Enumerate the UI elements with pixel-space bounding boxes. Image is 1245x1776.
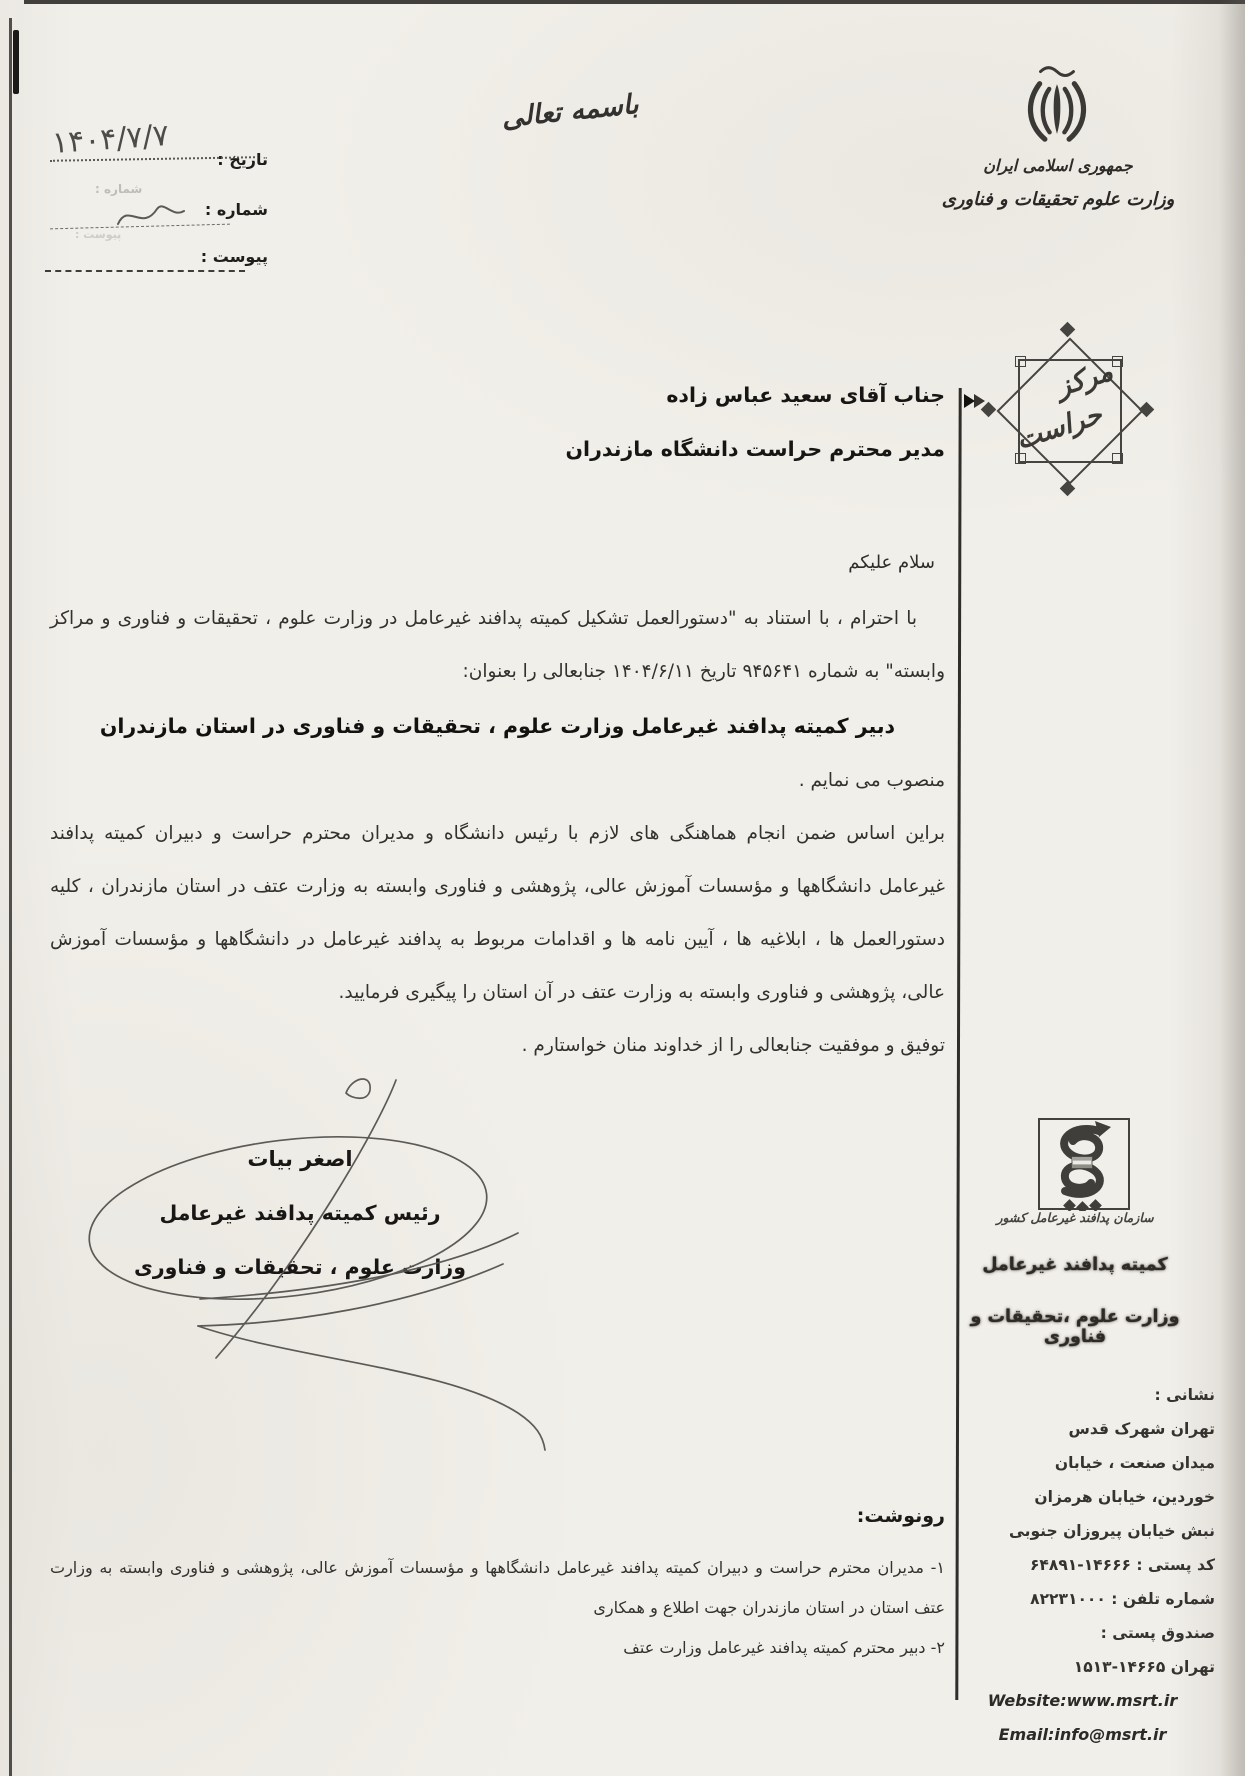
recipient-block [566,368,945,476]
scan-edge-top [24,0,1245,4]
address-line: نبش خیابان پیروزان جنوبی [1008,1522,1215,1540]
cc-item-2: ۲- دبیر محترم کمیته پدافند غیرعامل وزارت عتف [623,1638,945,1657]
attachment-field-line [45,270,245,272]
attachment-ghost-bleedthrough: پیوست : [75,228,122,241]
pdo-logo-caption: سازمان پدافند غیرعامل کشور [996,1210,1154,1225]
letter-body [50,592,945,1072]
address-pobox-label: صندوق پستی : [1100,1624,1215,1642]
number-label: شماره : [204,200,268,219]
signature-scribble-icon [48,1068,568,1468]
committee-line-2: وزارت علوم ،تحقیقات و فناوری [970,1307,1180,1347]
address-email: Email:info@msrt.ir [998,1725,1167,1744]
address-website: Website:www.msrt.ir [987,1691,1178,1710]
number-ghost-bleedthrough: شماره : [95,182,143,196]
iran-emblem-icon [1018,64,1096,152]
attachment-label: پیوست : [200,247,268,266]
stamp-word-herasat: حراست [1012,399,1106,456]
signer-name: اصغر بیات [247,1147,353,1171]
stamp-finial-top [1060,322,1076,338]
stamp-corner [1112,356,1123,367]
stamp-word-markaz: مرکز [1052,355,1117,404]
letterhead-ministry: وزارت علوم تحقیقات و فناوری [941,189,1175,210]
address-block [950,1378,1215,1752]
address-line: خوردین، خیابان هرمزان [1034,1488,1215,1506]
stamp-corner [1015,356,1026,367]
salutation: سلام علیکم [848,552,935,573]
address-pobox-value: تهران ۱۴۶۶۵-۱۵۱۳ [1073,1658,1215,1676]
cc-label: رونوشت: [856,1505,945,1527]
date-handwritten-value: ۱۴۰۴/۷/۷ [50,117,170,162]
body-paragraph-1: با احترام ، با استناد به "دستورالعمل تشکیل کمیته پدافند غیرعامل در وزارت علوم ، تحقیقات و فناوری و مراکز وابسته" به شماره ۹۴۵۶۴۱ تاریخ ۱۴۰۴/۶/۱۱ جنابعالی را بعنوان: [50,608,945,682]
bismillah-calligraphy: باسمه تعالی [500,88,640,135]
appointment-title: دبیر کمیته پدافند غیرعامل وزارت علوم ، تحقیقات و فناوری در استان مازندران [99,714,896,738]
body-paragraph-3: براین اساس ضمن انجام هماهنگی های لازم با رئیس دانشگاه و مدیران محترم حراست و دبیران کمیته پدافند غیرعامل دانشگاهها و مؤسسات آموزش عالی، پژوهشی و فناوری وابسته به وزارت عتف در استان مازندران ، کلیه دستورالعمل ها ، ابلاغیه ها ، آیین نامه ها و اقدامات مربوط به پدافند غیرعامل در دانشگاهها و مؤسسات آموزش عالی، پژوهشی و فناوری وابسته به وزارت عتف در آن استان را پیگیری فرمایید. [50,823,945,1003]
address-line: تهران شهرک قدس [1068,1420,1215,1438]
address-phone: شماره تلفن : ۸۲۲۳۱۰۰۰ [1030,1590,1215,1608]
address-postal-code: کد پستی : ۱۴۶۶۶-۶۴۸۹۱ [1029,1556,1215,1574]
recipient-title: مدیر محترم حراست دانشگاه مازندران [565,437,945,461]
recipient-name: جناب آقای سعید عباس زاده [666,383,945,407]
committee-line-1: کمیته پدافند غیرعامل [982,1255,1168,1275]
pdo-logo-icon [1039,1119,1125,1211]
cc-item-1: ۱- مدیران محترم حراست و دبیران کمیته پدافند غیرعامل دانشگاهها و مؤسسات آموزش عالی، پژوهشی و فناوری وابسته به وزارت عتف استان در استان مازندران جهت اطلاع و همکاری [50,1558,945,1617]
ink-mark [964,390,988,412]
scan-ink-blob [13,30,19,94]
letterhead-country: جمهوری اسلامی ایران [983,156,1133,175]
scan-edge-left [9,18,12,1776]
herasat-center-stamp-icon [985,320,1151,498]
body-paragraph-2: منصوب می نمایم . [798,770,945,791]
address-line: میدان صنعت ، خیابان [1054,1454,1215,1472]
number-handwritten-scribble [112,196,192,238]
signer-title-2: وزارت علوم ، تحقیقات و فناوری [134,1255,466,1279]
stamp-corner [1112,453,1123,464]
stamp-finial-right [1139,402,1155,418]
scan-shadow-right [1219,0,1245,1776]
signer-title-1: رئیس کمیته پدافند غیرعامل [159,1201,441,1225]
cc-list [50,1548,945,1668]
address-label: نشانی : [1154,1386,1215,1404]
body-paragraph-4: توفیق و موفقیت جنابعالی را از خداوند منان خواستارم . [521,1035,945,1056]
letterhead [938,156,1178,210]
stamp-finial-bottom [1060,481,1076,497]
date-label: تاریخ : [217,150,268,169]
